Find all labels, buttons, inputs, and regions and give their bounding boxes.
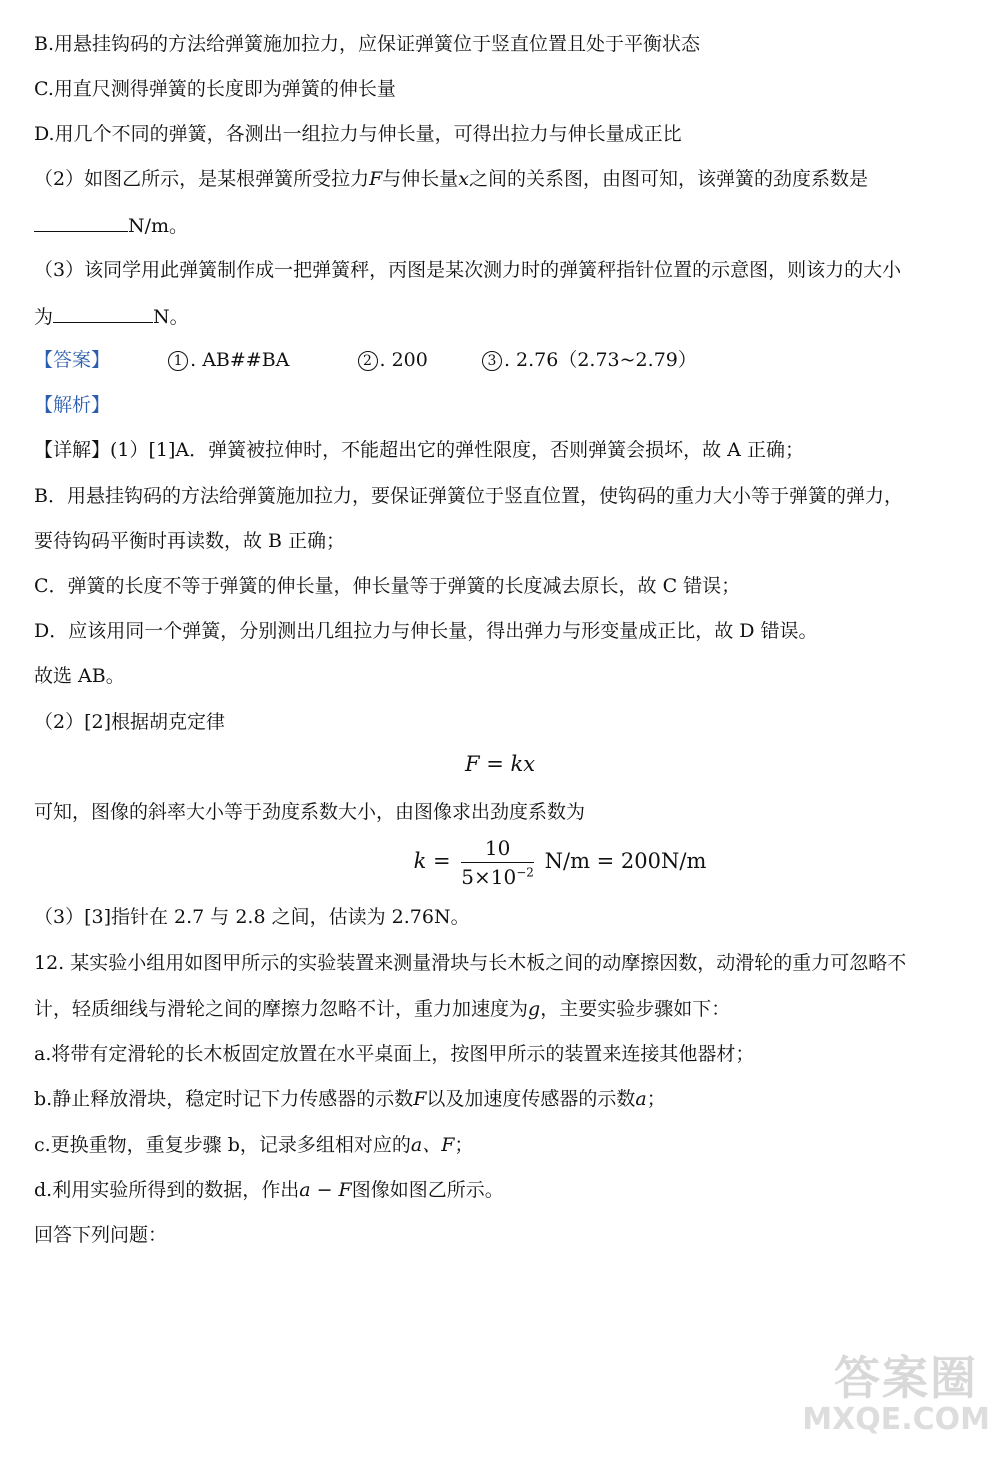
option-b-line: B.用悬挂钩码的方法给弹簧施加拉力，应保证弹簧位于竖直位置且处于平衡状态 [34,33,701,55]
question-2-blank-line: N/m。 [34,213,980,238]
detail-line-4: C．弹簧的长度不等于弹簧的伸长量，伸长量等于弹簧的长度减去原长，故 C 错误； [34,575,741,597]
detail-line-1: 【详解】(1）[1]A．弹簧被拉伸时，不能超出它的弹性限度，否则弹簧会损坏，故 A 正确； [34,439,804,461]
analysis-label: 【解析】 [34,394,111,416]
answer-label: 【答案】 [34,349,111,371]
answer-line: 【答案】 1 . AB##BA 2 . 200 3 . 2.76（2.73~2.79） [34,349,697,371]
circle-number-1: 1 [168,351,188,371]
question-3-blank-line: 为 N。 [34,306,189,328]
question-3-line: （3）该同学用此弹簧制作成一把弹簧秤，丙图是某次测力时的弹簧秤指针位置的示意图，则该力的大小 [34,259,902,281]
answer-blank [34,213,128,232]
step-c-line: c.更换重物，重复步骤 b，记录多组相对应的a、F； [34,1134,474,1156]
detail-line-6: 故选 AB。 [34,665,125,687]
circle-number-2: 2 [358,351,378,371]
watermark-logo [802,1342,990,1452]
fraction: $\frac{10}{5\times 10^{-2}}$ [461,836,534,889]
question-2-line: （2）如图乙所示，是某根弹簧所受拉力F与伸长量x之间的关系图，由图可知，该弹簧的劲度系数是 [34,168,869,190]
hooke-law-equation: F = kx [464,752,536,776]
analysis-label-line [34,393,980,417]
step-d-line: d.利用实验所得到的数据，作出a − F图像如图乙所示。 [34,1179,504,1201]
watermark-url: MXQE.COM [802,1402,990,1437]
option-d-line: D.用几个不同的弹簧，各测出一组拉力与伸长量，可得出拉力与伸长量成正比 [34,123,682,145]
question-12-line-1: 12. 某实验小组用如图甲所示的实验装置来测量滑块与长木板之间的动摩擦因数，动滑轮的重力可忽略不 [34,952,907,974]
answer-blank [53,304,153,323]
option-c-line: C.用直尺测得弹簧的长度即为弹簧的伸长量 [34,78,396,100]
step-a-line: a.将带有定滑轮的长木板固定放置在水平桌面上，按图甲所示的装置来连接其他器材； [34,1043,755,1065]
answer-prompt-line: 回答下列问题： [34,1224,168,1246]
step-b-line: b.静止释放滑块，稳定时记下力传感器的示数F以及加速度传感器的示数a； [34,1088,666,1110]
detail-line-3: 要待钩码平衡时再读数，故 B 正确； [34,530,346,552]
watermark-logo-text: 答案圈 [834,1351,978,1405]
circle-number-3: 3 [482,351,502,371]
question-12-line-2: 计，轻质细线与滑轮之间的摩擦力忽略不计，重力加速度为g，主要实验步骤如下： [34,998,731,1020]
stiffness-equation: k = $\frac{10}{5\times 10^{-2}}$ N/m = 200N/m [413,836,707,889]
detail-line-9: （3）[3]指针在 2.7 与 2.8 之间，估读为 2.76N。 [34,906,470,928]
detail-line-7: （2）[2]根据胡克定律 [34,711,226,733]
detail-line-5: D．应该用同一个弹簧，分别测出几组拉力与伸长量，得出弹力与形变量成正比，故 D 错误。 [34,620,818,642]
detail-line-8: 可知，图像的斜率大小等于劲度系数大小，由图像求出劲度系数为 [34,801,586,823]
detail-line-2: B．用悬挂钩码的方法给弹簧施加拉力，要保证弹簧位于竖直位置，使钩码的重力大小等于弹簧的弹力， [34,485,903,507]
